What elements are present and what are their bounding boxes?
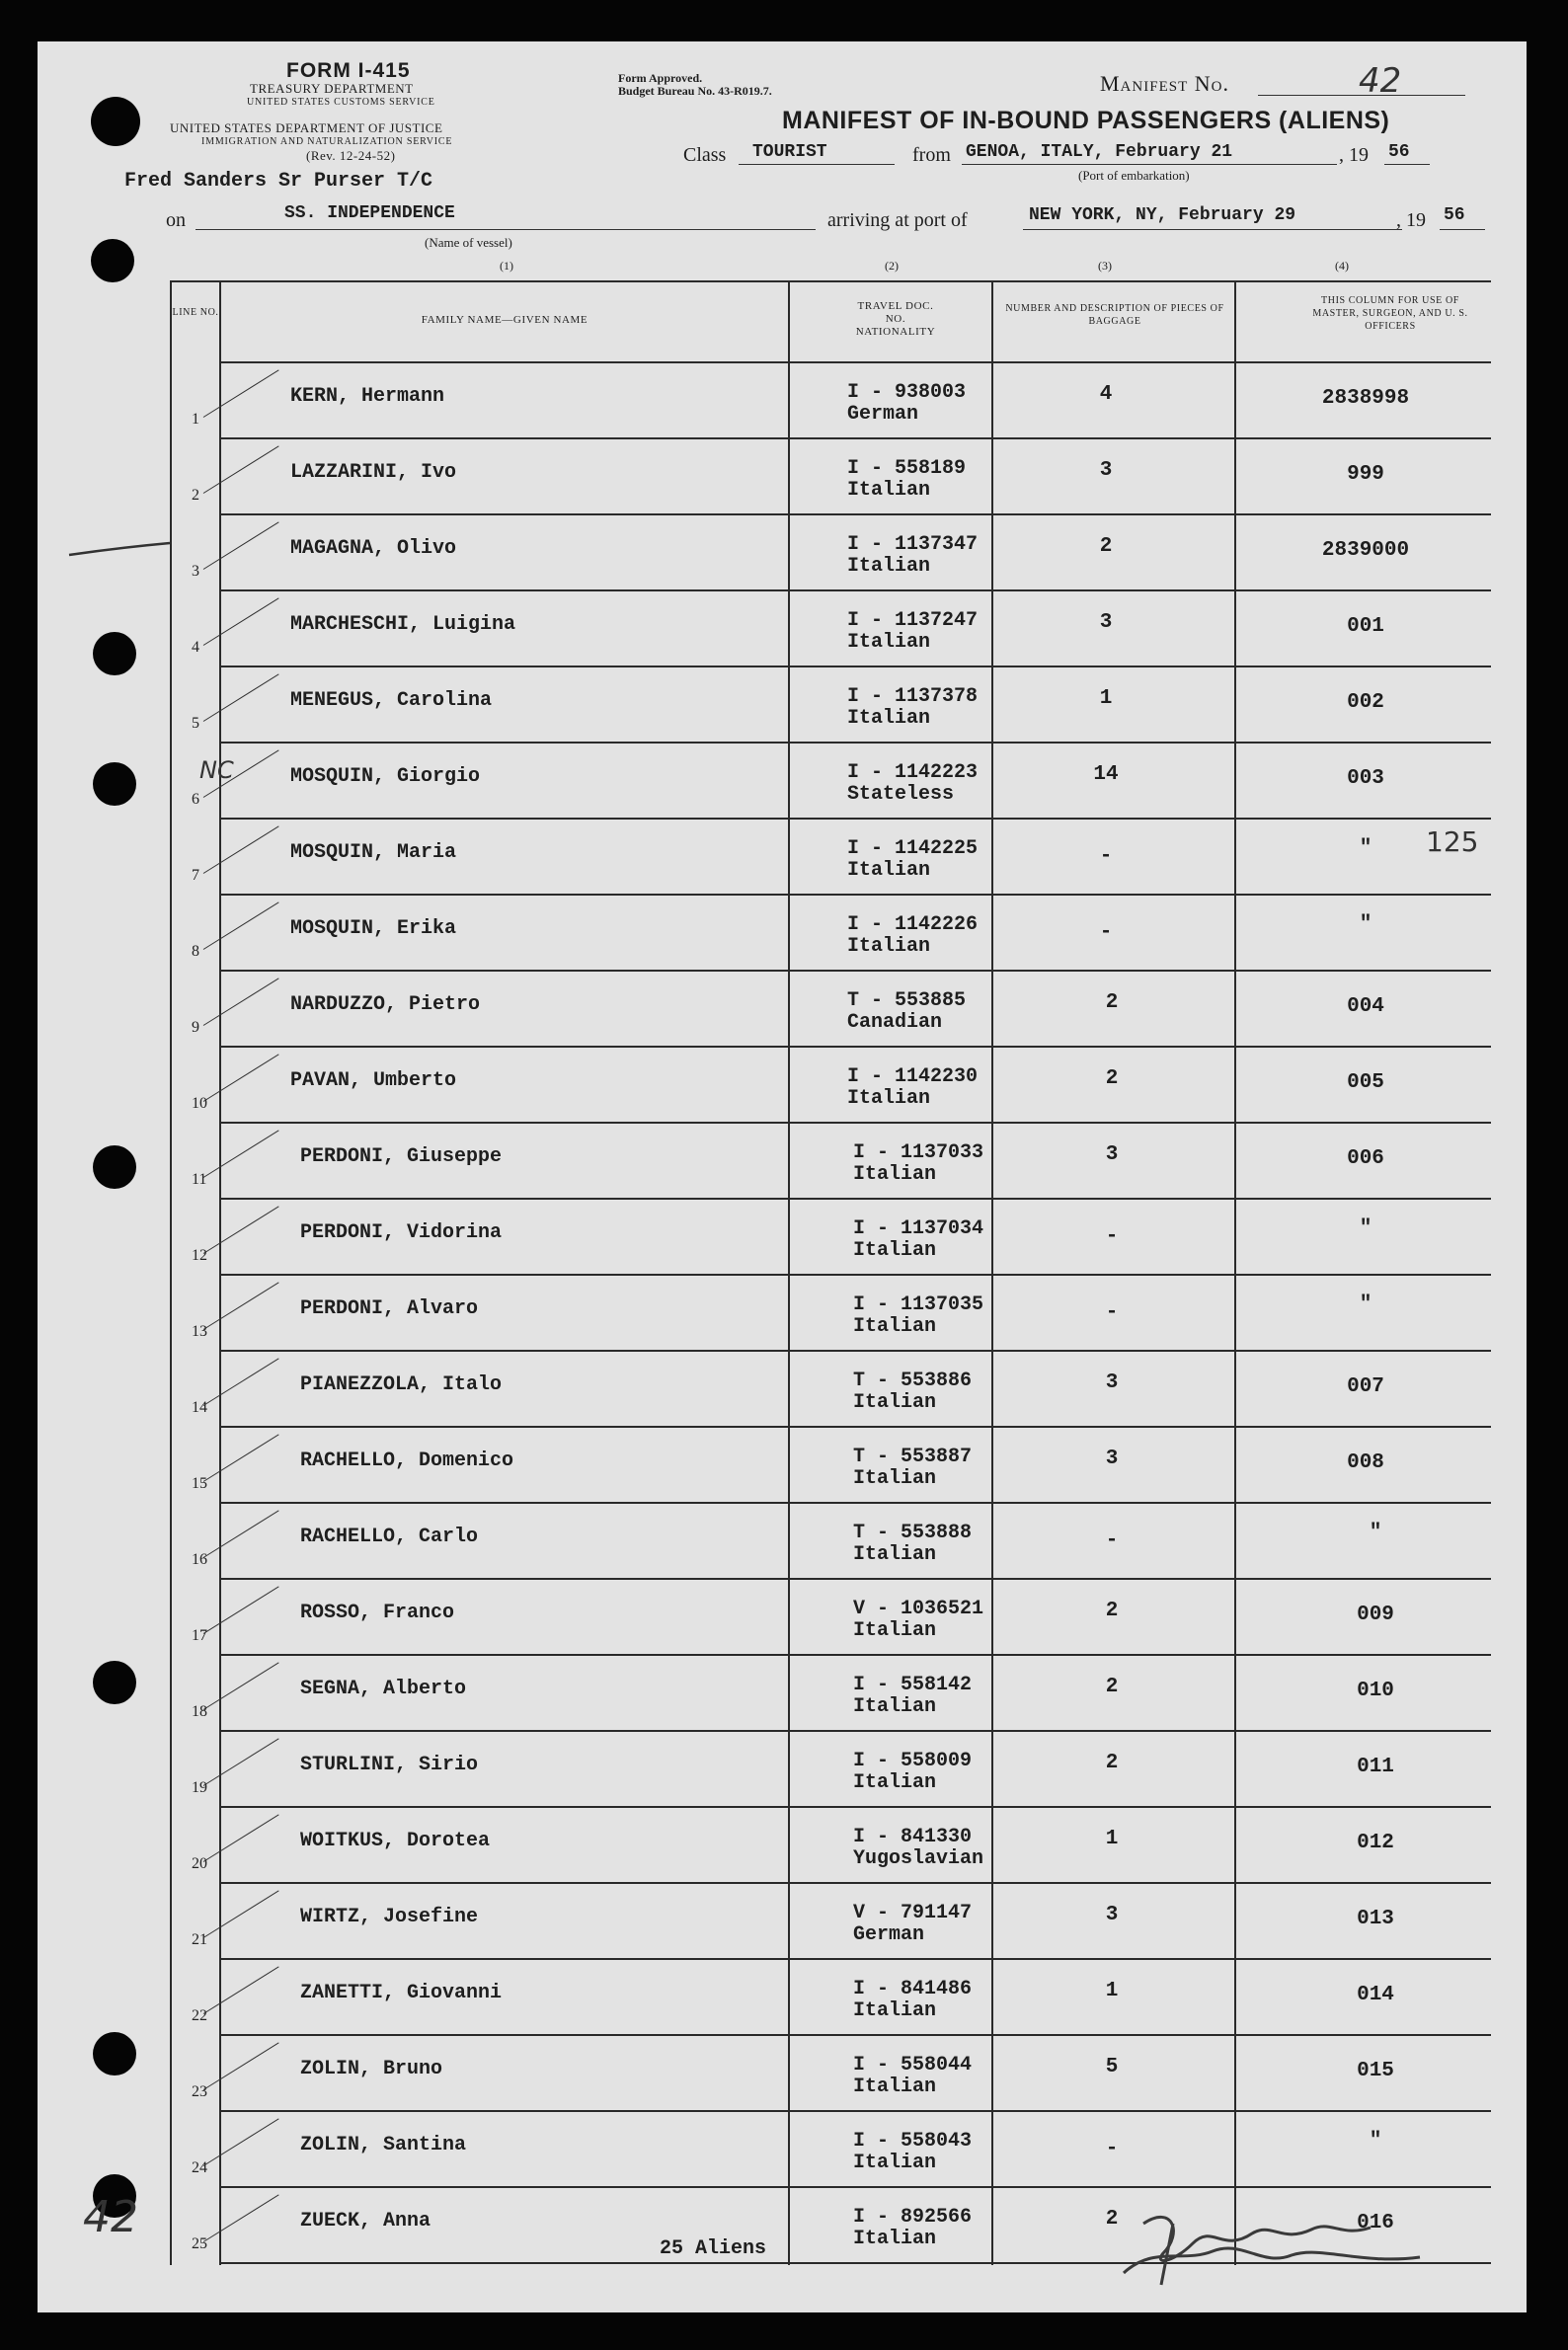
travel-doc-number: I - 1137034 bbox=[853, 1217, 984, 1240]
line-number: 7 bbox=[192, 867, 199, 884]
baggage-count: 2 bbox=[1105, 1067, 1119, 1090]
baggage-count: 5 bbox=[1105, 2056, 1119, 2078]
officer-number: " bbox=[1359, 913, 1372, 936]
nationality: Italian bbox=[847, 1087, 931, 1110]
arrival-year-underline bbox=[1440, 229, 1485, 230]
nationality: Italian bbox=[853, 1467, 937, 1490]
officer-number: " bbox=[1359, 837, 1372, 860]
officer-number: 005 bbox=[1347, 1071, 1384, 1094]
arrival-underline bbox=[1023, 229, 1402, 230]
nationality: Italian bbox=[853, 2152, 937, 2174]
table-row bbox=[170, 820, 1491, 896]
travel-doc-number: I - 1142225 bbox=[847, 837, 979, 860]
check-mark bbox=[203, 978, 279, 1026]
passenger-name: PERDONI, Giuseppe bbox=[300, 1145, 503, 1168]
table-row bbox=[170, 667, 1491, 744]
line-number: 19 bbox=[192, 1779, 207, 1796]
form-approved: Form Approved. bbox=[618, 71, 703, 85]
passenger-name: ZUECK, Anna bbox=[300, 2210, 431, 2232]
travel-doc-number: V - 791147 bbox=[853, 1902, 973, 1924]
passenger-name: MOSQUIN, Erika bbox=[290, 917, 457, 940]
baggage-count: 3 bbox=[1105, 1448, 1119, 1470]
officer-number: 004 bbox=[1347, 995, 1384, 1018]
nationality: Canadian bbox=[847, 1011, 943, 1034]
travel-doc-number: I - 1142223 bbox=[847, 761, 979, 784]
check-mark bbox=[203, 901, 279, 950]
check-mark bbox=[203, 1130, 279, 1178]
officer-number: 016 bbox=[1357, 2212, 1394, 2234]
baggage-count: 2 bbox=[1099, 535, 1113, 558]
column-number-1: (1) bbox=[500, 259, 513, 273]
vessel-underline bbox=[196, 229, 816, 230]
baggage-count: - bbox=[1105, 1301, 1119, 1324]
passenger-name: MAGAGNA, Olivo bbox=[290, 537, 457, 560]
margin-note-125: 125 bbox=[1426, 825, 1479, 858]
officer-number: 006 bbox=[1347, 1147, 1384, 1170]
check-mark bbox=[203, 825, 279, 874]
punch-hole bbox=[93, 762, 136, 806]
nationality: Italian bbox=[853, 2228, 937, 2250]
baggage-count: 1 bbox=[1105, 1828, 1119, 1850]
manifest-no-label: Manifest No. bbox=[1100, 71, 1229, 96]
nationality: Italian bbox=[853, 1239, 937, 1262]
baggage-count: - bbox=[1105, 1529, 1119, 1552]
baggage-count: 2 bbox=[1105, 2208, 1119, 2231]
passenger-name: PERDONI, Vidorina bbox=[300, 1221, 503, 1244]
baggage-count: 3 bbox=[1105, 1904, 1119, 1926]
passenger-name: MOSQUIN, Maria bbox=[290, 841, 457, 864]
passenger-name: WIRTZ, Josefine bbox=[300, 1906, 479, 1928]
officer-number: 010 bbox=[1357, 1680, 1394, 1702]
travel-doc-number: I - 558142 bbox=[853, 1674, 973, 1696]
travel-doc-number: I - 1137378 bbox=[847, 685, 979, 708]
line-number: 25 bbox=[192, 2235, 207, 2252]
officer-number: " bbox=[1369, 1522, 1382, 1544]
revision-date: (Rev. 12-24-52) bbox=[306, 148, 396, 163]
check-mark bbox=[203, 673, 279, 722]
travel-doc-number: I - 558189 bbox=[847, 457, 967, 480]
line-number: 8 bbox=[192, 943, 199, 960]
baggage-count: - bbox=[1105, 2138, 1119, 2160]
nationality: Italian bbox=[853, 1163, 937, 1186]
officer-number: " bbox=[1369, 2130, 1382, 2153]
punch-hole bbox=[91, 97, 140, 146]
form-number: FORM I-415 bbox=[286, 59, 411, 82]
table-row bbox=[170, 972, 1491, 1048]
ins-service: IMMIGRATION AND NATURALIZATION SERVICE bbox=[201, 136, 453, 147]
table-row bbox=[170, 1808, 1491, 1884]
baggage-count: 3 bbox=[1105, 1143, 1119, 1166]
punch-hole bbox=[93, 632, 136, 675]
table-top-rule bbox=[170, 280, 1491, 282]
travel-doc-number: I - 558009 bbox=[853, 1750, 973, 1772]
port-embarkation-caption: (Port of embarkation) bbox=[1078, 168, 1190, 183]
margin-pen-mark bbox=[67, 533, 176, 563]
passenger-name: RACHELLO, Carlo bbox=[300, 1526, 479, 1548]
travel-doc-number: V - 1036521 bbox=[853, 1598, 984, 1620]
check-mark bbox=[203, 1206, 279, 1254]
nationality: German bbox=[847, 403, 919, 426]
baggage-count: 3 bbox=[1105, 1371, 1119, 1394]
arrival-value: NEW YORK, NY, February 29 bbox=[1029, 205, 1296, 225]
header-family-name: FAMILY NAME—GIVEN NAME bbox=[421, 314, 588, 326]
officer-number: 013 bbox=[1357, 1908, 1394, 1930]
class-value: TOURIST bbox=[752, 142, 827, 162]
nationality: German bbox=[853, 1923, 925, 1946]
line-number: 5 bbox=[192, 715, 199, 732]
travel-doc-number: I - 1137347 bbox=[847, 533, 979, 556]
from-year-prefix: , 19 bbox=[1339, 144, 1369, 166]
nationality: Italian bbox=[853, 1391, 937, 1414]
baggage-count: 2 bbox=[1105, 991, 1119, 1014]
nationality: Italian bbox=[847, 859, 931, 882]
table-row bbox=[170, 1124, 1491, 1200]
passenger-name: ZOLIN, Bruno bbox=[300, 2058, 443, 2080]
check-mark bbox=[203, 1282, 279, 1330]
table-row bbox=[170, 1884, 1491, 1960]
baggage-count: 2 bbox=[1105, 1676, 1119, 1698]
officer-number: 011 bbox=[1357, 1756, 1394, 1778]
nationality: Italian bbox=[847, 479, 931, 502]
passenger-name: ZOLIN, Santina bbox=[300, 2134, 467, 2156]
header-travel-doc: TRAVEL DOC. NO. NATIONALITY bbox=[855, 300, 936, 338]
line-number: 6 bbox=[192, 791, 199, 808]
line-number: 23 bbox=[192, 2083, 207, 2100]
table-row bbox=[170, 1960, 1491, 2036]
travel-doc-number: I - 1137035 bbox=[853, 1293, 984, 1316]
line-number: 15 bbox=[192, 1475, 207, 1492]
nationality: Stateless bbox=[847, 783, 955, 806]
line-number: 9 bbox=[192, 1019, 199, 1036]
treasury-department: TREASURY DEPARTMENT bbox=[250, 81, 414, 96]
baggage-count: 3 bbox=[1099, 611, 1113, 634]
travel-doc-number: T - 553885 bbox=[847, 989, 967, 1012]
header-officers: THIS COLUMN FOR USE OF MASTER, SURGEON, AND U. S. OFFICERS bbox=[1312, 295, 1468, 332]
passenger-name: KERN, Hermann bbox=[290, 385, 445, 408]
travel-doc-number: I - 1142226 bbox=[847, 913, 979, 936]
footer-total-aliens: 25 Aliens bbox=[660, 2237, 767, 2260]
passenger-name: WOITKUS, Dorotea bbox=[300, 1830, 491, 1852]
nationality: Italian bbox=[853, 1999, 937, 2022]
purser-signature-line: Fred Sanders Sr Purser T/C bbox=[124, 170, 433, 193]
nationality: Italian bbox=[853, 1619, 937, 1642]
passenger-name: PIANEZZOLA, Italo bbox=[300, 1373, 503, 1396]
vessel-caption: (Name of vessel) bbox=[425, 235, 512, 250]
table-row bbox=[170, 1352, 1491, 1428]
nationality: Yugoslavian bbox=[853, 1847, 984, 1870]
nationality: Italian bbox=[853, 1543, 937, 1566]
officer-number: 002 bbox=[1347, 691, 1384, 714]
travel-doc-number: I - 841486 bbox=[853, 1978, 973, 2000]
travel-doc-number: I - 1142230 bbox=[847, 1065, 979, 1088]
line-number: 14 bbox=[192, 1399, 207, 1416]
baggage-count: - bbox=[1099, 845, 1113, 868]
column-number-2: (2) bbox=[885, 259, 899, 273]
nationality: Italian bbox=[853, 1771, 937, 1794]
document-title: MANIFEST OF IN-BOUND PASSENGERS (ALIENS) bbox=[782, 107, 1390, 134]
passenger-name: ZANETTI, Giovanni bbox=[300, 1982, 503, 2004]
passenger-name: MOSQUIN, Giorgio bbox=[290, 765, 481, 788]
table-row bbox=[170, 2112, 1491, 2188]
vessel-name: SS. INDEPENDENCE bbox=[284, 203, 455, 223]
check-mark bbox=[203, 1890, 279, 1938]
on-label: on bbox=[166, 209, 186, 231]
passenger-name: MARCHESCHI, Luigina bbox=[290, 613, 516, 636]
check-mark bbox=[203, 597, 279, 646]
page-margin-number: 42 bbox=[83, 2192, 138, 2242]
officer-number: 2839000 bbox=[1321, 539, 1410, 562]
travel-doc-number: I - 558044 bbox=[853, 2054, 973, 2076]
nationality: Italian bbox=[847, 555, 931, 578]
customs-service: UNITED STATES CUSTOMS SERVICE bbox=[247, 97, 435, 108]
manifest-sheet bbox=[38, 41, 1527, 2312]
baggage-count: - bbox=[1099, 921, 1113, 944]
arrival-year-prefix: , 19 bbox=[1396, 209, 1426, 231]
from-year: 56 bbox=[1388, 142, 1410, 162]
line-number: 22 bbox=[192, 2007, 207, 2024]
class-label: Class bbox=[683, 144, 727, 166]
passenger-name: RACHELLO, Domenico bbox=[300, 1449, 514, 1472]
check-mark bbox=[203, 1510, 279, 1558]
table-row bbox=[170, 515, 1491, 591]
nc-mark: NC bbox=[199, 756, 234, 784]
nationality: Italian bbox=[853, 1315, 937, 1338]
justice-department: UNITED STATES DEPARTMENT OF JUSTICE bbox=[170, 120, 443, 135]
officer-number: 009 bbox=[1357, 1604, 1394, 1626]
passenger-name: LAZZARINI, Ivo bbox=[290, 461, 457, 484]
line-number: 18 bbox=[192, 1703, 207, 1720]
check-mark bbox=[203, 1434, 279, 1482]
nationality: Italian bbox=[853, 2076, 937, 2098]
check-mark bbox=[203, 521, 279, 570]
nationality: Italian bbox=[847, 935, 931, 958]
officer-number: 015 bbox=[1357, 2060, 1394, 2082]
travel-doc-number: T - 553886 bbox=[853, 1370, 973, 1392]
check-mark bbox=[203, 1054, 279, 1102]
manifest-table bbox=[170, 280, 1491, 2265]
nationality: Italian bbox=[847, 631, 931, 654]
check-mark bbox=[203, 1662, 279, 1710]
travel-doc-number: I - 558043 bbox=[853, 2130, 973, 2153]
table-row bbox=[170, 1200, 1491, 1276]
check-mark bbox=[203, 1738, 279, 1786]
punch-hole bbox=[93, 2032, 136, 2076]
passenger-name: NARDUZZO, Pietro bbox=[290, 993, 481, 1016]
travel-doc-number: I - 1137247 bbox=[847, 609, 979, 632]
baggage-count: 4 bbox=[1099, 383, 1113, 406]
line-number: 21 bbox=[192, 1931, 207, 1948]
baggage-count: 14 bbox=[1093, 763, 1119, 786]
officer-number: 012 bbox=[1357, 1832, 1394, 1854]
officer-number: 008 bbox=[1347, 1451, 1384, 1474]
officer-number: 014 bbox=[1357, 1984, 1394, 2006]
table-row bbox=[170, 1504, 1491, 1580]
check-mark bbox=[203, 1586, 279, 1634]
line-number: 10 bbox=[192, 1095, 207, 1112]
officer-signature bbox=[1114, 2194, 1440, 2293]
passenger-name: SEGNA, Alberto bbox=[300, 1678, 467, 1700]
travel-doc-number: I - 1137033 bbox=[853, 1141, 984, 1164]
class-underline bbox=[739, 164, 895, 165]
table-row bbox=[170, 2036, 1491, 2112]
check-mark bbox=[203, 2194, 279, 2242]
passenger-name: PAVAN, Umberto bbox=[290, 1069, 457, 1092]
punch-hole bbox=[93, 1661, 136, 1704]
check-mark bbox=[203, 1814, 279, 1862]
table-row bbox=[170, 744, 1491, 820]
passenger-name: MENEGUS, Carolina bbox=[290, 689, 493, 712]
line-number: 4 bbox=[192, 639, 199, 656]
table-row bbox=[170, 1656, 1491, 1732]
column-number-3: (3) bbox=[1098, 259, 1112, 273]
table-row bbox=[170, 1580, 1491, 1656]
budget-bureau: Budget Bureau No. 43-R019.7. bbox=[618, 84, 772, 98]
passenger-name: STURLINI, Sirio bbox=[300, 1754, 479, 1776]
baggage-count: 2 bbox=[1105, 1600, 1119, 1622]
table-row bbox=[170, 1048, 1491, 1124]
line-number: 3 bbox=[192, 563, 199, 580]
travel-doc-number: T - 553887 bbox=[853, 1446, 973, 1468]
line-number: 17 bbox=[192, 1627, 207, 1644]
travel-doc-number: I - 938003 bbox=[847, 381, 967, 404]
baggage-count: 2 bbox=[1105, 1752, 1119, 1774]
travel-doc-number: T - 553888 bbox=[853, 1522, 973, 1544]
baggage-count: 3 bbox=[1099, 459, 1113, 482]
travel-doc-number: I - 841330 bbox=[853, 1826, 973, 1848]
check-mark bbox=[203, 369, 279, 418]
line-number: 1 bbox=[192, 411, 199, 428]
travel-doc-number: I - 892566 bbox=[853, 2206, 973, 2229]
line-number: 16 bbox=[192, 1551, 207, 1568]
header-baggage: NUMBER AND DESCRIPTION OF PIECES OF BAGGAGE bbox=[1005, 303, 1224, 327]
punch-hole bbox=[93, 1145, 136, 1189]
nationality: Italian bbox=[853, 1695, 937, 1718]
punch-hole bbox=[91, 239, 134, 282]
check-mark bbox=[203, 2118, 279, 2166]
check-mark bbox=[203, 1966, 279, 2014]
officer-number: 007 bbox=[1347, 1375, 1384, 1398]
officer-number: 003 bbox=[1347, 767, 1384, 790]
table-row bbox=[170, 1732, 1491, 1808]
table-row bbox=[170, 439, 1491, 515]
from-label: from bbox=[912, 144, 951, 166]
table-row bbox=[170, 1276, 1491, 1352]
passenger-name: ROSSO, Franco bbox=[300, 1602, 455, 1624]
from-value: GENOA, ITALY, February 21 bbox=[966, 142, 1233, 162]
line-number: 12 bbox=[192, 1247, 207, 1264]
line-number: 20 bbox=[192, 1855, 207, 1872]
manifest-no-value: 42 bbox=[1359, 61, 1402, 101]
from-year-underline bbox=[1384, 164, 1430, 165]
table-row bbox=[170, 591, 1491, 667]
column-number-4: (4) bbox=[1335, 259, 1349, 273]
passenger-rows bbox=[170, 363, 1491, 2265]
arrival-year: 56 bbox=[1444, 205, 1465, 225]
from-underline bbox=[962, 164, 1337, 165]
line-number: 11 bbox=[192, 1171, 207, 1188]
check-mark bbox=[203, 2042, 279, 2090]
table-row bbox=[170, 896, 1491, 972]
header-line-no: LINE NO. bbox=[172, 307, 219, 318]
officer-number: 001 bbox=[1347, 615, 1384, 638]
baggage-count: 1 bbox=[1105, 1980, 1119, 2002]
passenger-name: PERDONI, Alvaro bbox=[300, 1297, 479, 1320]
check-mark bbox=[203, 1358, 279, 1406]
table-row bbox=[170, 363, 1491, 439]
officer-number: 2838998 bbox=[1321, 387, 1410, 410]
line-number: 24 bbox=[192, 2159, 207, 2176]
table-row bbox=[170, 1428, 1491, 1504]
line-number: 2 bbox=[192, 487, 199, 504]
officer-number: " bbox=[1359, 1293, 1372, 1316]
baggage-count: - bbox=[1105, 1225, 1119, 1248]
arriving-label: arriving at port of bbox=[827, 209, 968, 231]
check-mark bbox=[203, 445, 279, 494]
baggage-count: 1 bbox=[1099, 687, 1113, 710]
officer-number: 999 bbox=[1347, 463, 1384, 486]
nationality: Italian bbox=[847, 707, 931, 730]
officer-number: " bbox=[1359, 1217, 1372, 1240]
line-number: 13 bbox=[192, 1323, 207, 1340]
